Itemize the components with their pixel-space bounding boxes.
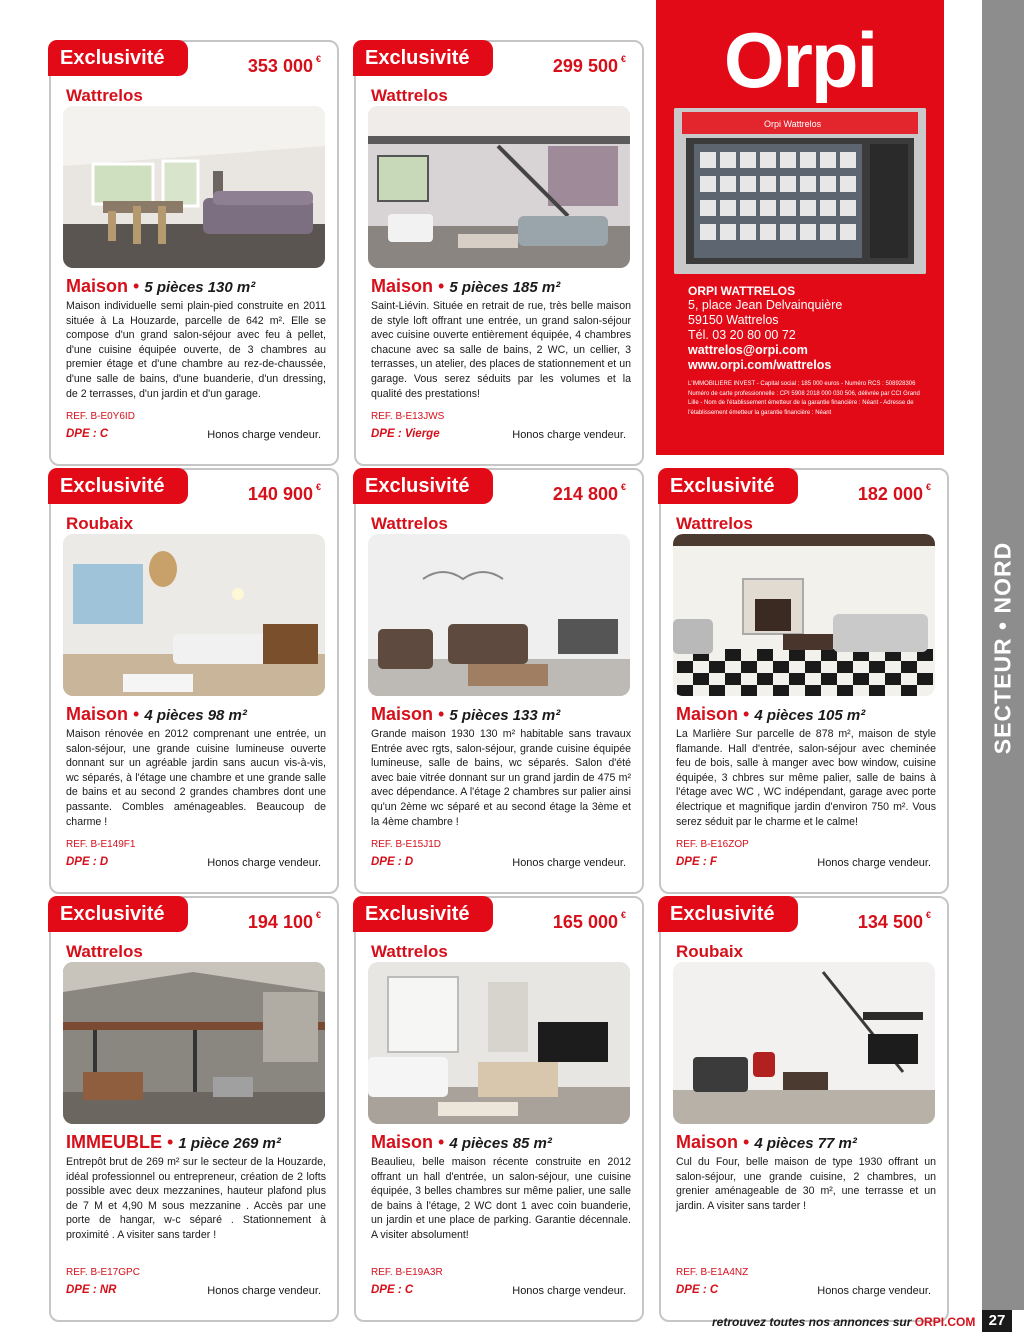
fees-note: Honos charge vendeur. xyxy=(207,857,321,869)
city: Wattrelos xyxy=(66,942,143,961)
listing-description: La Marlière Sur parcelle de 878 m², maison de style flamande. Hall d'entrée, salon-séjour avec cheminée feu de bois, salle à manger avec bow window, cuisine équipée, 3 chbres sur même palier, salle de bains à l'étage avec WC , WC indépendant, garage avec porte électrique et magnifique jardin d'environ 750 m². Vous serez séduit par le charme et le calme! xyxy=(676,728,936,828)
fees-note: Honos charge vendeur. xyxy=(207,1285,321,1297)
exclusive-tag: Exclusivité xyxy=(48,468,188,504)
property-photo[interactable] xyxy=(368,534,630,696)
exclusive-tag: Exclusivité xyxy=(353,468,493,504)
price: 214 800 € xyxy=(552,482,626,504)
exclusive-tag: Exclusivité xyxy=(658,896,798,932)
listing-heading: Maison • 4 pièces 77 m² xyxy=(676,1132,857,1152)
price: 194 100 € xyxy=(247,910,321,932)
dpe-rating: DPE : C xyxy=(676,1284,719,1296)
listing-card[interactable] xyxy=(659,468,949,894)
page-number: 27 xyxy=(982,1310,1012,1332)
exclusive-tag: Exclusivité xyxy=(658,468,798,504)
reference: REF. B-E0Y6ID xyxy=(66,411,135,422)
city: Wattrelos xyxy=(676,514,753,533)
agency-city: 59150 Wattrelos xyxy=(688,313,779,327)
fees-note: Honos charge vendeur. xyxy=(512,429,626,441)
storefront-photo xyxy=(674,108,926,274)
listing-card[interactable] xyxy=(354,40,644,466)
price: 353 000 € xyxy=(247,54,321,76)
property-photo[interactable] xyxy=(368,962,630,1124)
dpe-rating: DPE : C xyxy=(371,1284,414,1296)
reference: REF. B-E17GPC xyxy=(66,1267,140,1278)
footer-site-link[interactable]: ORPI.COM xyxy=(914,1315,976,1329)
city: Wattrelos xyxy=(371,86,448,105)
listing-card[interactable] xyxy=(354,468,644,894)
fees-note: Honos charge vendeur. xyxy=(817,857,931,869)
reference: REF. B-E13JWS xyxy=(371,411,445,422)
exclusive-tag: Exclusivité xyxy=(353,896,493,932)
listing-description: Maison individuelle semi plain-pied construite en 2011 située à La Houzarde, parcelle de 642 m². Elle se compose d'un grand salon-séjour avec feu à pellet, d'une cuisine équipée ouverte, de 3 chambres au premier étage et d'une chambre au rez-de-chaussée, d'une salle de bains, d'une buanderie, d'un dressing, de 2 terrasses, d'un jardin et d'un garage. xyxy=(66,300,326,400)
listing-card[interactable] xyxy=(49,896,339,1322)
storefront-sign: Orpi Wattrelos xyxy=(764,119,822,129)
listing-heading: Maison • 5 pièces 185 m² xyxy=(371,276,561,296)
listing-heading: Maison • 5 pièces 130 m² xyxy=(66,276,256,296)
property-photo[interactable] xyxy=(63,962,325,1124)
orpi-logo: Orpi xyxy=(723,16,877,104)
reference: REF. B-E16ZOP xyxy=(676,839,749,850)
agency-address: 5, place Jean Delvainquière xyxy=(688,298,843,312)
legal-notice: L'IMMOBILIERE INVEST - Capital social : 185 000 euros - Numéro RCS : 508928306 Numéro de carte professionnelle : CPI 5908 2018 000 030 506, délivrée par CCI Grand Lille - Nom de l'établissement émetteur de la garantie financière : Néant - Adresse de l'établissement émetteur la garantie financière : Néant xyxy=(688,381,920,416)
listing-heading: Maison • 5 pièces 133 m² xyxy=(371,704,561,724)
dpe-rating: DPE : F xyxy=(676,856,717,868)
agency-phone[interactable]: Tél. 03 20 80 00 72 xyxy=(688,328,796,342)
reference: REF. B-E149F1 xyxy=(66,839,136,850)
city: Wattrelos xyxy=(371,942,448,961)
section-label: SECTEUR • NORD xyxy=(989,541,1016,755)
reference: REF. B-E19A3R xyxy=(371,1267,443,1278)
fees-note: Honos charge vendeur. xyxy=(512,1285,626,1297)
dpe-rating: DPE : NR xyxy=(66,1284,117,1296)
agency-panel xyxy=(656,0,944,455)
agency-website[interactable]: www.orpi.com/wattrelos xyxy=(688,358,832,372)
listing-card[interactable] xyxy=(49,40,339,466)
listing-card[interactable] xyxy=(49,468,339,894)
price: 299 500 € xyxy=(552,54,626,76)
reference: REF. B-E1A4NZ xyxy=(676,1267,749,1278)
city: Roubaix xyxy=(676,942,744,961)
price: 165 000 € xyxy=(552,910,626,932)
listing-description: Saint-Liévin. Située en retrait de rue, très belle maison de style loft offrant une entrée, un grand salon-séjour avec cuisine ouverte entièrement équipée, 4 chambres chacune avec sa salle de bains, 2 WC, un cellier, 3 terrasses, un atelier, des places de stationnement et un garage. Vous serez séduits par les volumes et la qualité des prestations! xyxy=(371,300,631,400)
property-photo[interactable] xyxy=(673,534,935,696)
fees-note: Honos charge vendeur. xyxy=(817,1285,931,1297)
price: 182 000 € xyxy=(857,482,931,504)
price: 134 500 € xyxy=(857,910,931,932)
dpe-rating: DPE : Vierge xyxy=(371,428,440,440)
listing-description: Cul du Four, belle maison de type 1930 offrant un salon-séjour, une grande cuisine, 2 chambres, un grenier aménageable de 30 m², une terrasse et un jardin. A visiter sans tarder ! xyxy=(676,1156,936,1212)
listing-description: Beaulieu, belle maison récente construite en 2012 offrant un hall d'entrée, un salon-séjour, une cuisine équipée, 3 belles chambres sur même palier, une salle de bains à l'étage, 2 WC dont 1 avec coin buanderie, un jardin et une place de parking. Garantie décennale. A visiter absolument! xyxy=(371,1156,631,1241)
listing-description: Maison rénovée en 2012 comprenant une entrée, un salon-séjour, une grande cuisine lumineuse ouverte donnant sur un agréable jardin sans aucun vis-à-vis, wc séparés, à l'étage une chambre et une grande salle de bains et au second 2 grandes chambres dont une passante. Combles aménageables. Beaucoup de charme ! xyxy=(66,728,326,828)
property-photo[interactable] xyxy=(63,106,325,268)
dpe-rating: DPE : D xyxy=(371,856,414,868)
city: Wattrelos xyxy=(371,514,448,533)
footer-note: retrouvez toutes nos annonces sur ORPI.COM xyxy=(712,1315,976,1329)
listing-description: Grande maison 1930 130 m² habitable sans travaux Entrée avec rgts, salon-séjour, grande cuisine équipée lumineuse, salle de bains, wc séparés. Salon d'été avec baie vitrée donnant sur un grand jardin de 475 m² avec dépendance. A l'étage 2 chambres sur palier ainsi qu'un 2ème wc séparé et au second étage la 3ème et la 4ème chambre ! xyxy=(371,728,631,828)
exclusive-tag: Exclusivité xyxy=(48,896,188,932)
dpe-rating: DPE : C xyxy=(66,428,109,440)
price: 140 900 € xyxy=(247,482,321,504)
listing-heading: Maison • 4 pièces 105 m² xyxy=(676,704,866,724)
agency-name: ORPI WATTRELOS xyxy=(688,284,796,298)
property-photo[interactable] xyxy=(63,534,325,696)
city: Roubaix xyxy=(66,514,134,533)
property-photo[interactable] xyxy=(368,106,630,268)
listing-heading: IMMEUBLE • 1 pièce 269 m² xyxy=(66,1132,281,1152)
exclusive-tag: Exclusivité xyxy=(48,40,188,76)
property-photo[interactable] xyxy=(673,962,935,1124)
dpe-rating: DPE : D xyxy=(66,856,109,868)
fees-note: Honos charge vendeur. xyxy=(512,857,626,869)
reference: REF. B-E15J1D xyxy=(371,839,442,850)
exclusive-tag: Exclusivité xyxy=(353,40,493,76)
city: Wattrelos xyxy=(66,86,143,105)
agency-email[interactable]: wattrelos@orpi.com xyxy=(688,343,808,357)
fees-note: Honos charge vendeur. xyxy=(207,429,321,441)
listing-heading: Maison • 4 pièces 85 m² xyxy=(371,1132,552,1152)
listing-card[interactable] xyxy=(659,896,949,1322)
listing-card[interactable] xyxy=(354,896,644,1322)
listing-heading: Maison • 4 pièces 98 m² xyxy=(66,704,247,724)
listing-description: Entrepôt brut de 269 m² sur le secteur de la Houzarde, idéal professionnel ou entrepreneur, création de 2 lofts possible avec deux mezzanines, hauteur plafond plus de 7 M et 4,90 M sous mezzanine . Accès par une porte de hangar, w-c séparé . Stationnement à proximité . A visiter sans tarder ! xyxy=(66,1156,326,1241)
